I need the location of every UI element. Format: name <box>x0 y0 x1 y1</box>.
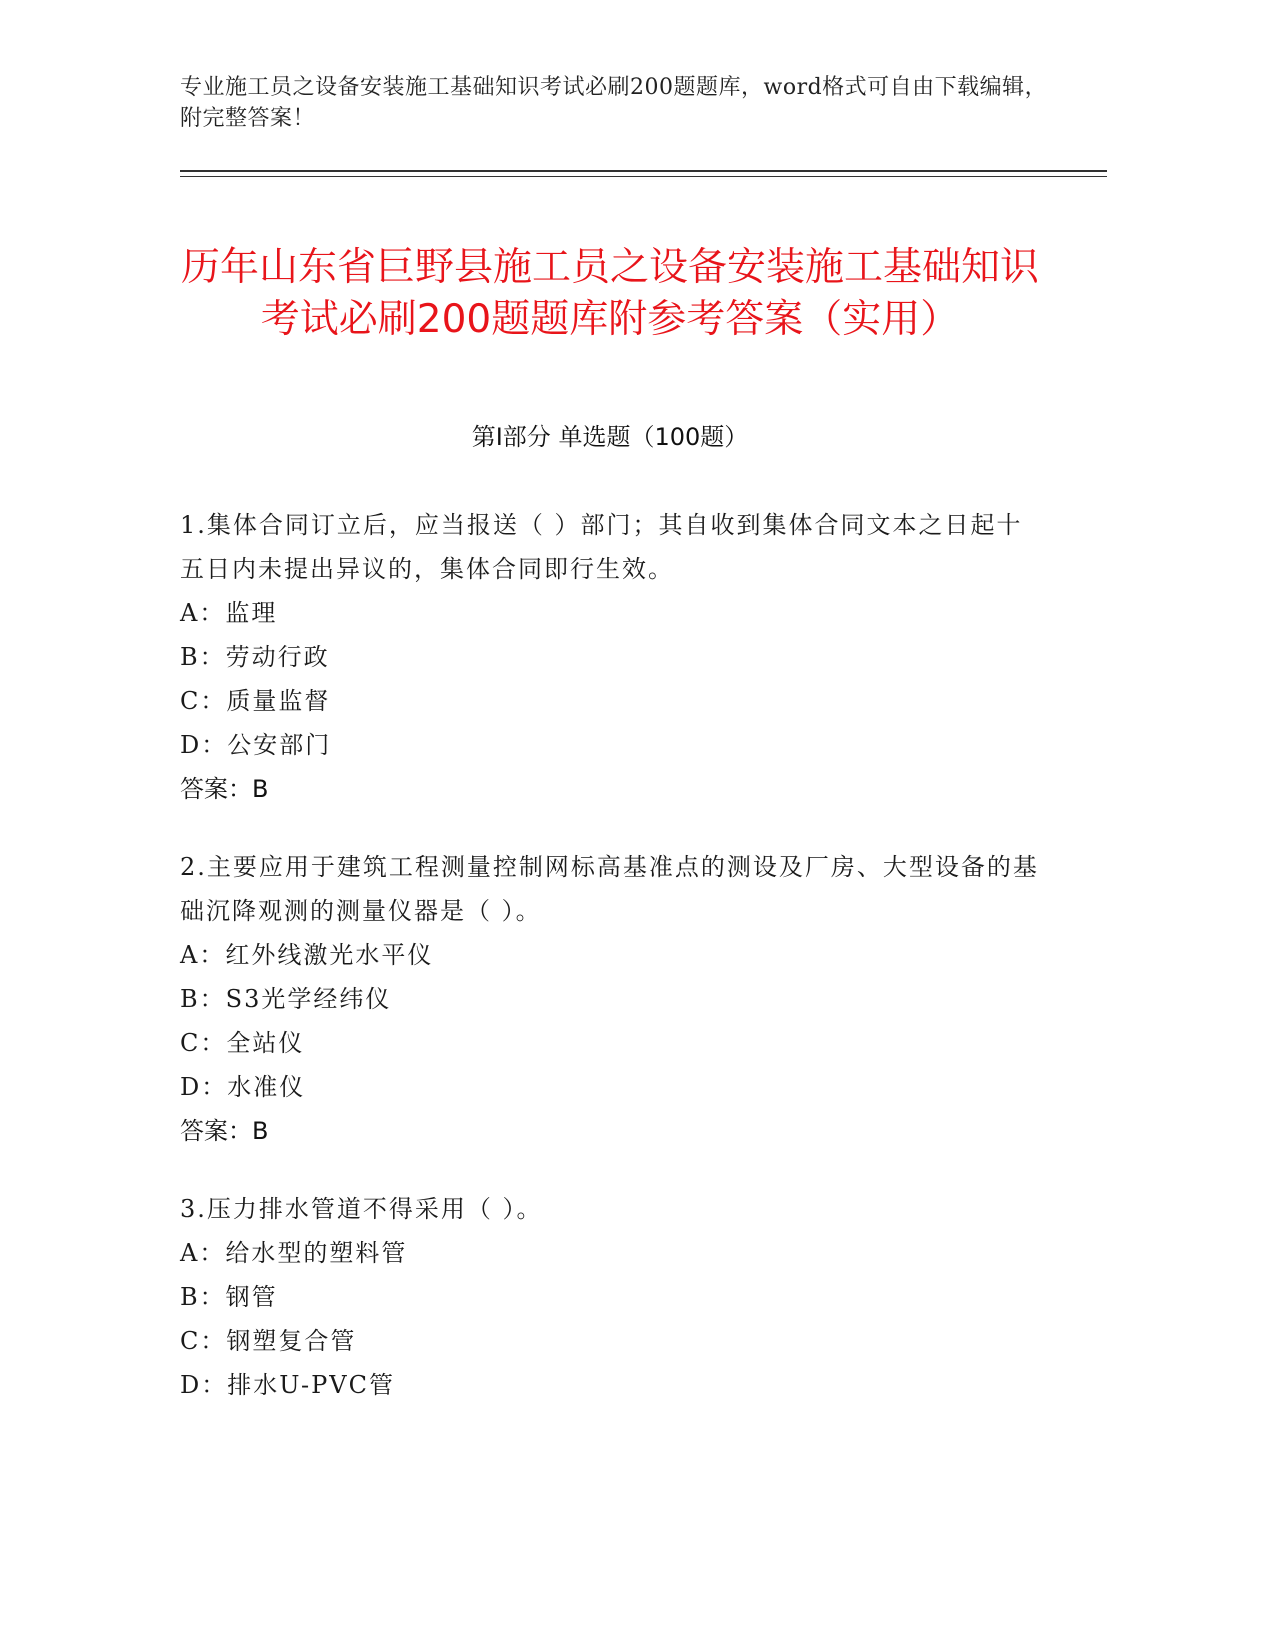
option-b: B：劳动行政 <box>180 643 330 671</box>
answer-line: 答案：B <box>180 775 269 803</box>
option-b: B：S3光学经纬仪 <box>180 985 392 1013</box>
option-b: B：钢管 <box>180 1283 278 1311</box>
option-d: D：水准仪 <box>180 1073 306 1101</box>
header-divider-thick <box>180 170 1107 172</box>
option-c: C：质量监督 <box>180 687 331 715</box>
option-c: C：钢塑复合管 <box>180 1327 357 1355</box>
option-a: A：给水型的塑料管 <box>180 1239 408 1267</box>
option-c: C：全站仪 <box>180 1029 305 1057</box>
header-divider-thin <box>180 176 1107 177</box>
question-list <box>180 503 1040 1441</box>
question-stem: 1.集体合同订立后，应当报送（ ）部门；其自收到集体合同文本之日起十五日内未提出异议的，集体合同即行生效。 <box>180 511 1023 583</box>
document-title: 历年山东省巨野县施工员之设备安装施工基础知识考试必刷200题题库附参考答案（实用） <box>180 245 1039 343</box>
question-item <box>180 845 1040 1153</box>
option-a: A：红外线激光水平仪 <box>180 941 434 969</box>
option-d: D：排水U-PVC管 <box>180 1371 395 1399</box>
question-item <box>180 503 1040 811</box>
header-note: 专业施工员之设备安装施工基础知识考试必刷200题题库，word格式可自由下载编辑，附完整答案！ <box>180 75 1048 131</box>
answer-line: 答案：B <box>180 1117 269 1145</box>
option-a: A：监理 <box>180 599 278 627</box>
section-title: 第I部分 单选题（100题） <box>471 423 749 451</box>
question-stem: 3.压力排水管道不得采用（ ）。 <box>180 1195 543 1223</box>
question-stem: 2.主要应用于建筑工程测量控制网标高基准点的测设及厂房、大型设备的基础沉降观测的测量仪器是（ ）。 <box>180 853 1039 925</box>
question-item <box>180 1187 1040 1407</box>
option-d: D：公安部门 <box>180 731 332 759</box>
